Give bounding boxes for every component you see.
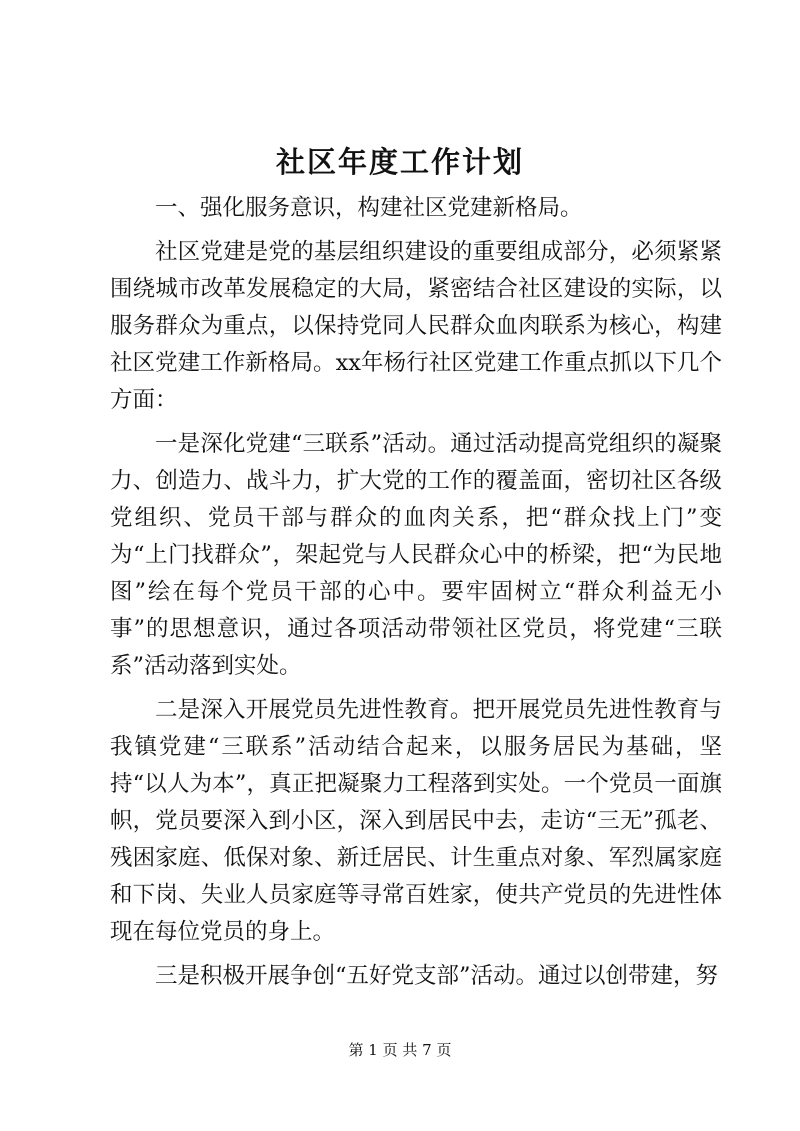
paragraph-intro: 社区党建是党的基层组织建设的重要组成部分，必须紧紧围绕城市改革发展稳定的大局，紧密结合社区建设的实际，以服务群众为重点，以保持党同人民群众血肉联系为核心，构建社区党建工作新格局。xx年杨行社区党建工作重点抓以下几个方面： xyxy=(110,239,722,413)
paragraph-item-3: 三是积极开展争创“五好党支部”活动。通过以创带建，努 xyxy=(155,963,719,989)
paragraph-item-1: 一是深化党建“三联系”活动。通过活动提高党组织的凝聚力、创造力、战斗力，扩大党的工作的覆盖面，密切社区各级党组织、党员干部与群众的血肉关系，把“群众找上门”变为“上门找群众”，架起党与人民群众心中的桥梁，把“为民地图”绘在每个党员干部的心中。要牢固树立“群众利益无小事”的思想意识，通过各项活动带领社区党员，将党建“三联系”活动落到实处。 xyxy=(110,431,722,679)
document-body xyxy=(110,190,722,1002)
page-footer: 第 1 页 共 7 页 xyxy=(348,1041,452,1059)
paragraph-item-2: 二是深入开展党员先进性教育。把开展党员先进性教育与我镇党建“三联系”活动结合起来，以服务居民为基础，坚持“以人为本”，真正把凝聚力工程落到实处。一个党员一面旗帜，党员要深入到小区，深入到居民中去，走访“三无”孤老、残困家庭、低保对象、新迁居民、计生重点对象、军烈属家庭和下岗、失业人员家庭等寻常百姓家，使共产党员的先进性体现在每位党员的身上。 xyxy=(110,697,722,945)
document-title: 社区年度工作计划 xyxy=(275,145,524,179)
section-heading: 一、强化服务意识，构建社区党建新格局。 xyxy=(155,195,583,221)
